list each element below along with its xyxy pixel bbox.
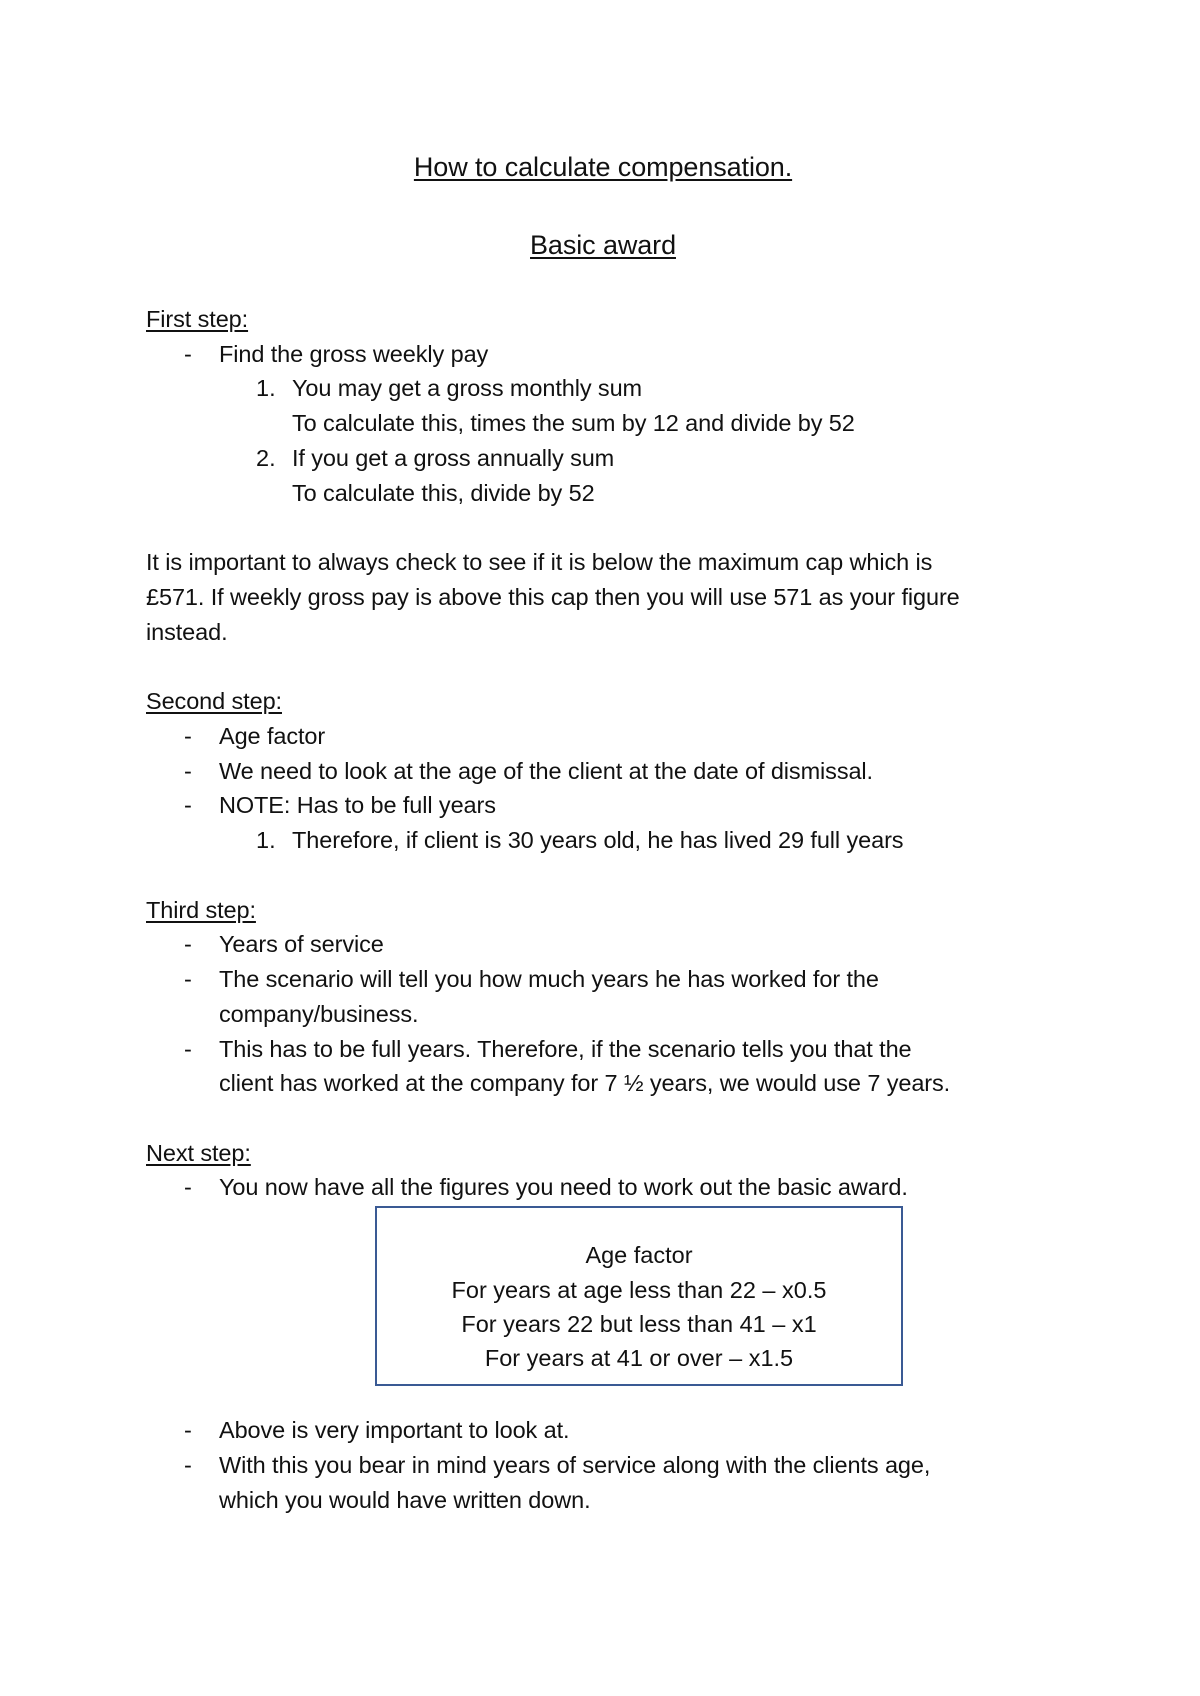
second-step-bullet-note: NOTE: Has to be full years bbox=[219, 792, 496, 818]
third-step-bullet-scenario-cont: company/business. bbox=[219, 1001, 419, 1027]
first-step-item-monthly-calc: To calculate this, times the sum by 12 and divide by 52 bbox=[292, 410, 855, 436]
list-number: 1. bbox=[256, 827, 276, 853]
first-step-bullet-gross-weekly: Find the gross weekly pay bbox=[219, 341, 489, 367]
second-step-item-example: Therefore, if client is 30 years old, he has lived 29 full years bbox=[292, 827, 904, 853]
first-step-item-monthly: You may get a gross monthly sum bbox=[292, 375, 643, 401]
bullet-dash: - bbox=[184, 723, 192, 749]
bullet-dash: - bbox=[184, 1174, 192, 1200]
list-number: 1. bbox=[256, 375, 276, 401]
cap-note-line: It is important to always check to see if it is below the maximum cap which is bbox=[146, 549, 933, 575]
third-step-heading: Third step: bbox=[146, 897, 256, 923]
cap-note-line: £571. If weekly gross pay is above this cap then you will use 571 as your figure bbox=[146, 584, 960, 610]
cap-note-line: instead. bbox=[146, 619, 228, 645]
second-step-heading: Second step: bbox=[146, 688, 282, 714]
age-factor-box-heading: Age factor bbox=[585, 1242, 693, 1268]
bullet-dash: - bbox=[184, 792, 192, 818]
next-step-bullet-figures: You now have all the figures you need to work out the basic award. bbox=[219, 1174, 908, 1200]
age-factor-row: For years at 41 or over – x1.5 bbox=[484, 1345, 794, 1371]
third-step-bullet-full-years-cont: client has worked at the company for 7 ½ years, we would use 7 years. bbox=[219, 1070, 951, 1096]
closing-bullet-bear-in-mind: With this you bear in mind years of service along with the clients age, bbox=[219, 1452, 931, 1478]
second-step-bullet-age-factor: Age factor bbox=[219, 723, 326, 749]
bullet-dash: - bbox=[184, 1452, 192, 1478]
age-factor-box bbox=[375, 1206, 903, 1386]
document-title: How to calculate compensation. bbox=[413, 152, 793, 182]
bullet-dash: - bbox=[184, 1036, 192, 1062]
first-step-heading: First step: bbox=[146, 306, 249, 332]
first-step-item-annual: If you get a gross annually sum bbox=[292, 445, 615, 471]
first-step-item-annual-calc: To calculate this, divide by 52 bbox=[292, 480, 595, 506]
bullet-dash: - bbox=[184, 341, 192, 367]
closing-bullet-bear-in-mind-cont: which you would have written down. bbox=[219, 1487, 591, 1513]
bullet-dash: - bbox=[184, 966, 192, 992]
bullet-dash: - bbox=[184, 931, 192, 957]
closing-bullet-important: Above is very important to look at. bbox=[219, 1417, 570, 1443]
next-step-heading: Next step: bbox=[146, 1140, 251, 1166]
second-step-bullet-dismissal-age: We need to look at the age of the client at the date of dismissal. bbox=[219, 758, 873, 784]
bullet-dash: - bbox=[184, 758, 192, 784]
third-step-bullet-full-years: This has to be full years. Therefore, if the scenario tells you that the bbox=[219, 1036, 912, 1062]
third-step-bullet-scenario: The scenario will tell you how much years he has worked for the bbox=[219, 966, 879, 992]
age-factor-row: For years at age less than 22 – x0.5 bbox=[451, 1277, 827, 1303]
section-heading-basic-award: Basic award bbox=[530, 230, 676, 260]
list-number: 2. bbox=[256, 445, 276, 471]
bullet-dash: - bbox=[184, 1417, 192, 1443]
age-factor-row: For years 22 but less than 41 – x1 bbox=[461, 1311, 817, 1337]
third-step-bullet-years-of-service: Years of service bbox=[219, 931, 384, 957]
